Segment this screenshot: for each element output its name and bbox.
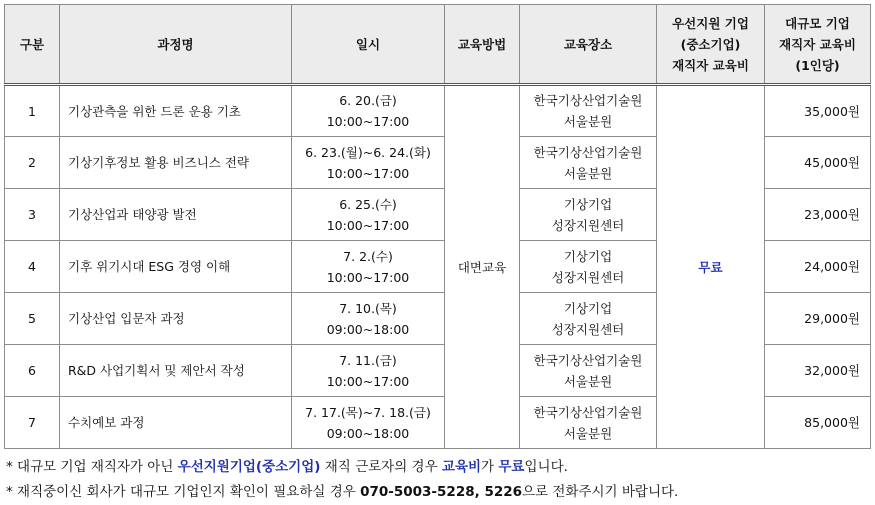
note-text: 으로 전화주시기 바랍니다. — [522, 484, 679, 500]
note-text: 가 — [481, 459, 499, 475]
course-time: 10:00~17:00 — [326, 269, 410, 285]
venue-line: 한국기상산업기술원 — [533, 352, 643, 368]
course-date: 7. 2.(수) — [343, 248, 393, 264]
row-number: 2 — [5, 137, 60, 189]
header-large-fee-line: 대규모 기업 — [785, 15, 850, 31]
course-schedule — [292, 345, 445, 397]
table-header-row — [5, 5, 871, 85]
note-text: * 대규모 기업 재직자가 아닌 — [6, 459, 178, 475]
course-date: 6. 23.(월)~6. 24.(화) — [305, 144, 431, 160]
course-name: 기상기후정보 활용 비즈니스 전략 — [60, 137, 292, 189]
course-date: 6. 25.(수) — [339, 196, 397, 212]
contact-phone-numbers: 070-5003-5228, 5226 — [360, 484, 523, 500]
header-large-fee — [765, 5, 871, 85]
footnotes — [4, 455, 870, 505]
venue-line: 기상기업 — [563, 300, 613, 316]
large-company-fee: 85,000원 — [765, 397, 871, 449]
note-text: 재직 근로자의 경우 — [320, 459, 442, 475]
venue-line: 한국기상산업기술원 — [533, 144, 643, 160]
footnote-contact — [6, 480, 870, 505]
course-name: 기상산업과 태양광 발전 — [60, 189, 292, 241]
header-method: 교육방법 — [445, 5, 520, 85]
education-method: 대면교육 — [445, 85, 520, 449]
header-priority-fee — [657, 5, 765, 85]
venue-line: 서울분원 — [563, 114, 613, 129]
venue-line: 한국기상산업기술원 — [533, 93, 643, 108]
course-name: 기상산업 입문자 과정 — [60, 293, 292, 345]
venue-line: 서울분원 — [563, 165, 613, 181]
course-name: 수치예보 과정 — [60, 397, 292, 449]
header-priority-fee-line: 우선지원 기업 — [672, 15, 749, 31]
large-company-fee: 45,000원 — [765, 137, 871, 189]
row-number: 5 — [5, 293, 60, 345]
venue-line: 기상기업 — [563, 196, 613, 212]
large-company-fee: 29,000원 — [765, 293, 871, 345]
course-time: 09:00~18:00 — [326, 321, 410, 337]
course-date: 7. 11.(금) — [339, 352, 397, 368]
course-schedule — [292, 189, 445, 241]
row-number: 7 — [5, 397, 60, 449]
course-venue — [520, 85, 657, 137]
course-time: 10:00~17:00 — [326, 373, 410, 389]
footnote-free-tuition — [6, 455, 870, 480]
course-schedule-document — [4, 4, 870, 505]
course-venue — [520, 293, 657, 345]
venue-line: 기상기업 — [563, 248, 613, 264]
course-venue — [520, 241, 657, 293]
row-number: 4 — [5, 241, 60, 293]
table-row — [5, 85, 871, 137]
course-venue — [520, 397, 657, 449]
large-company-fee: 24,000원 — [765, 241, 871, 293]
row-number: 6 — [5, 345, 60, 397]
header-schedule: 일시 — [292, 5, 445, 85]
course-venue — [520, 345, 657, 397]
course-venue — [520, 189, 657, 241]
header-priority-fee-line: (중소기업) — [680, 36, 741, 52]
venue-line: 서울분원 — [563, 425, 613, 441]
course-name: 기상관측을 위한 드론 운용 기초 — [60, 85, 292, 137]
venue-line: 성장지원센터 — [551, 269, 625, 285]
header-venue: 교육장소 — [520, 5, 657, 85]
course-schedule — [292, 397, 445, 449]
course-table — [4, 4, 871, 449]
course-time: 10:00~17:00 — [326, 217, 410, 233]
course-time: 10:00~17:00 — [326, 165, 410, 181]
priority-fee-free: 무료 — [657, 85, 765, 449]
course-time: 10:00~17:00 — [326, 114, 410, 129]
note-text: * 재직중이신 회사가 대규모 기업인지 확인이 필요하실 경우 — [6, 484, 361, 500]
note-highlight-free: 무료 — [498, 459, 525, 475]
venue-line: 한국기상산업기술원 — [533, 404, 643, 420]
header-priority-fee-line: 재직자 교육비 — [672, 57, 749, 73]
course-date: 7. 10.(목) — [339, 300, 397, 316]
large-company-fee: 32,000원 — [765, 345, 871, 397]
course-date: 7. 17.(목)~7. 18.(금) — [305, 404, 431, 420]
header-category: 구분 — [5, 5, 60, 85]
note-highlight-priority-company: 우선지원기업(중소기업) — [177, 459, 321, 475]
course-time: 09:00~18:00 — [326, 425, 410, 441]
venue-line: 성장지원센터 — [551, 321, 625, 337]
large-company-fee: 35,000원 — [765, 85, 871, 137]
course-schedule — [292, 293, 445, 345]
header-course: 과정명 — [60, 5, 292, 85]
course-schedule — [292, 137, 445, 189]
course-date: 6. 20.(금) — [339, 93, 397, 108]
note-text: 입니다. — [524, 459, 568, 475]
header-large-fee-line: 재직자 교육비 — [779, 36, 856, 52]
course-schedule — [292, 241, 445, 293]
row-number: 3 — [5, 189, 60, 241]
venue-line: 서울분원 — [563, 373, 613, 389]
course-schedule — [292, 85, 445, 137]
course-name: R&D 사업기획서 및 제안서 작성 — [60, 345, 292, 397]
course-name: 기후 위기시대 ESG 경영 이해 — [60, 241, 292, 293]
header-large-fee-line: (1인당) — [795, 57, 840, 73]
note-highlight-tuition: 교육비 — [441, 459, 482, 475]
large-company-fee: 23,000원 — [765, 189, 871, 241]
course-venue — [520, 137, 657, 189]
row-number: 1 — [5, 85, 60, 137]
venue-line: 성장지원센터 — [551, 217, 625, 233]
